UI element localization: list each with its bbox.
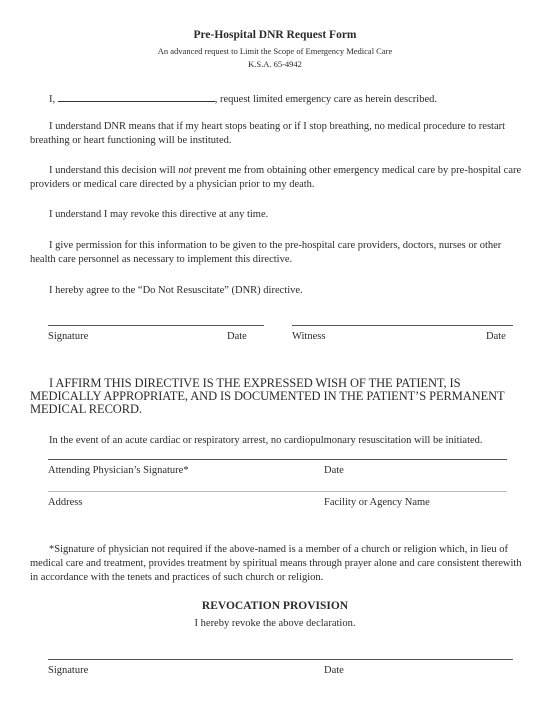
physician-date-label: Date (324, 465, 344, 476)
paragraph-dnr-meaning (30, 120, 522, 148)
arrest-statement (30, 434, 522, 448)
footnote-text: *Signature of physician not required if the above-named is a member of a church or religion which, in lieu of medical care and treatment, provides treatment by spiritual means through prayer alone and care consistent therewith in accordance with the tenets and practices of such church or religion. (30, 544, 522, 583)
request-prefix: I, (49, 94, 56, 105)
revocation-title: REVOCATION PROVISION (201, 600, 349, 612)
paragraph-dnr-meaning-text: I understand DNR means that if my heart stops beating or if I stop breathing, no medical procedure to restart breathing or heart functioning will be instituted. (30, 121, 506, 146)
statute-reference: K.S.A. 65-4942 (248, 59, 302, 69)
paragraph-other-care-emphasis: not (178, 165, 192, 176)
request-suffix: , request limited emergency care as herein described. (214, 94, 437, 105)
paragraph-revoke (30, 208, 522, 222)
witness-signature-line[interactable] (292, 325, 513, 326)
patient-name-field[interactable] (58, 90, 215, 102)
revocation-statement: I hereby revoke the above declaration. (194, 618, 356, 629)
address-line[interactable] (48, 491, 507, 492)
request-line (30, 90, 522, 107)
form-subtitle: An advanced request to Limit the Scope of Emergency Medical Care (157, 46, 393, 56)
physician-affirmation (30, 377, 522, 416)
physician-affirmation-text: I AFFIRM THIS DIRECTIVE IS THE EXPRESSED WISH OF THE PATIENT, IS MEDICALLY APPROPRIATE, AND IS DOCUMENTED IN THE PATIENT’S PERMANENT MEDICAL RECORD. (30, 376, 505, 416)
paragraph-other-care-text-b: prevent me from obtaining other emergency medical care by pre-hospital care providers or medical care directed by a physician prior to my death. (30, 165, 522, 190)
paragraph-permission-text: I give permission for this information to be given to the pre-hospital care providers, doctors, nurses or other health care personnel as necessary to implement this directive. (30, 240, 502, 265)
revocation-date-label: Date (324, 665, 344, 676)
signature-label: Signature (48, 331, 89, 342)
revocation-signature-label: Signature (48, 665, 89, 676)
address-label: Address (48, 497, 83, 508)
physician-signature-label: Attending Physician’s Signature* (48, 465, 189, 476)
paragraph-agree-text: I hereby agree to the “Do Not Resuscitate” (DNR) directive. (49, 285, 303, 296)
paragraph-permission (30, 239, 522, 267)
footnote (30, 543, 522, 585)
signature-date-label: Date (227, 331, 247, 342)
paragraph-other-care (30, 164, 522, 192)
witness-date-label: Date (486, 331, 506, 342)
facility-label: Facility or Agency Name (324, 497, 430, 508)
form-title: Pre-Hospital DNR Request Form (193, 29, 357, 41)
physician-signature-line[interactable] (48, 459, 507, 460)
arrest-statement-text: In the event of an acute cardiac or respiratory arrest, no cardiopulmonary resuscitation will be initiated. (49, 435, 483, 446)
witness-label: Witness (292, 331, 326, 342)
paragraph-revoke-text: I understand I may revoke this directive at any time. (49, 209, 269, 220)
paragraph-other-care-text-a: I understand this decision will (49, 165, 179, 176)
patient-signature-line[interactable] (48, 325, 264, 326)
paragraph-agree (30, 284, 522, 298)
revocation-signature-line[interactable] (48, 659, 513, 660)
